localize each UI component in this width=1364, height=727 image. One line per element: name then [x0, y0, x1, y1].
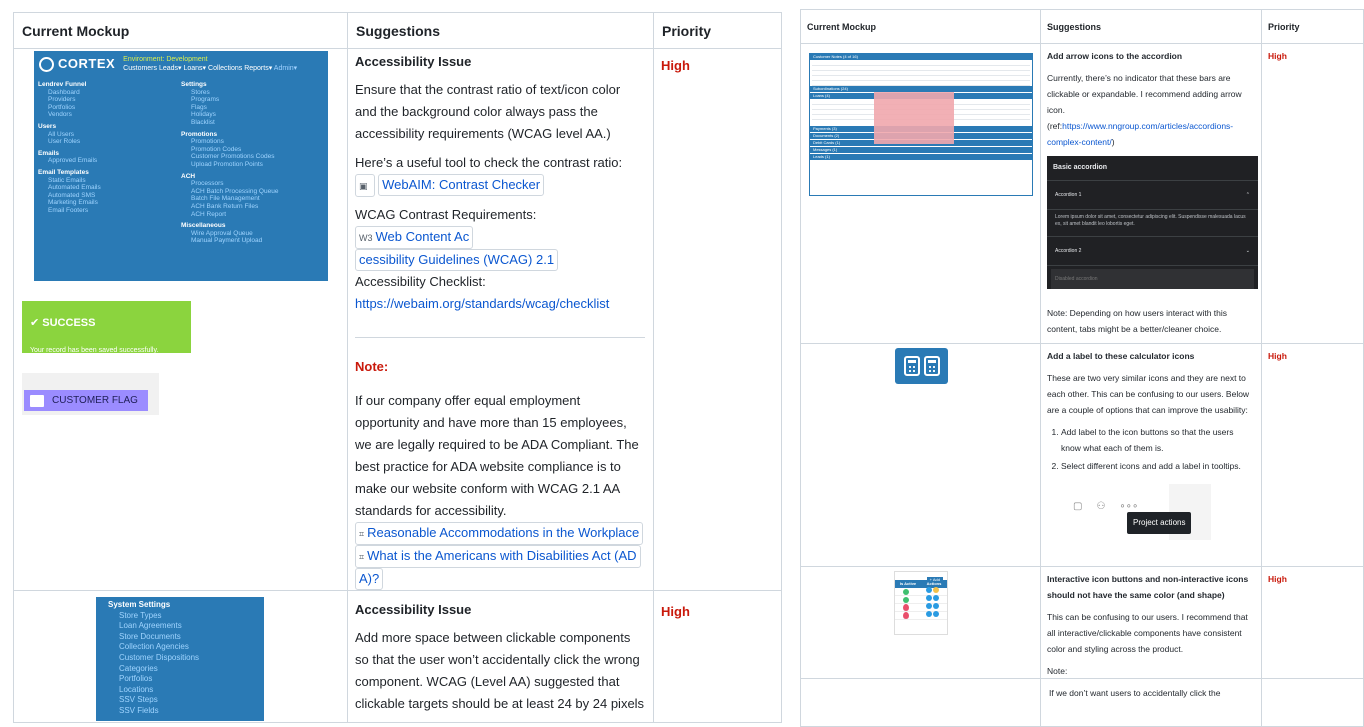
suggestion-text: If we don’t want users to accidentally click the: [1049, 688, 1221, 698]
accordion-bar: Loans (4): [810, 93, 1032, 99]
menu-item: SSV Fields: [119, 705, 159, 715]
menu-item: Automated SMS: [48, 191, 96, 199]
suggestion-cell: Add arrow icons to the accordion Currently, there’s no indicator that these bars are clickable or expandable. I recommend adding arrow icon. (ref:https://www.nngroup.com/articles/accordions-complex-content/) Basic accordion Accordion 1 ⌃ Lorem ipsum dolor sit amet, consectetur adipiscing elit. Suspendisse malesuada lacus ex, sit amet blandit leo lobortis eget. Accordion 2 ⌄ Disabled accordion Note: Depending on how users interact with this content, tabs might be a better/cleaner choice.: [1041, 44, 1262, 344]
suggestion-text: This can be confusing to our users. I recommend that all interactive/clickable components have consistent color and styling across the product.: [1047, 612, 1248, 654]
menu-item: Marketing Emails: [48, 199, 98, 207]
menu-item: Automated Emails: [48, 184, 101, 192]
menu-item: Promotions: [191, 138, 224, 146]
menu-item: Programs: [191, 96, 220, 104]
menu-item: Wire Approval Queue: [191, 229, 253, 237]
menu-item: Customer Dispositions: [119, 652, 200, 662]
suggestion-cell: [1041, 567, 1262, 727]
list-item: 2. Select different icons and add a label in tooltips.: [1061, 458, 1255, 474]
menu-group-heading: Miscellaneous: [181, 222, 226, 230]
wcag-guidelines-link[interactable]: W3 Web Content Ac: [355, 226, 473, 249]
check-icon: [903, 589, 909, 595]
issue-title: Accessibility Issue: [355, 54, 472, 69]
environment-label: Environment: Development: [123, 56, 208, 63]
accordion-bar: Leads (1): [810, 154, 1032, 160]
accordion-item-label: Accordion 2: [1055, 248, 1082, 254]
doc-icon: ⌗: [359, 552, 365, 562]
x-icon: [903, 612, 909, 620]
divider: [355, 337, 645, 338]
reasonable-accommodations-link[interactable]: ⌗ Reasonable Accommodations in the Workplace: [355, 522, 643, 545]
check-icon: [903, 597, 909, 603]
add-button: + Add: [927, 577, 943, 582]
column-is-active: Is Active: [899, 581, 917, 586]
icon-actions-example: [1047, 484, 1255, 530]
edit-icon: [926, 611, 932, 617]
menu-item: Holidays: [191, 111, 216, 119]
link-icon: ▣: [359, 181, 368, 191]
chevron-down-icon: ⌄: [1245, 248, 1250, 254]
menu-item: Approved Emails: [48, 157, 98, 165]
cortex-menu-mockup: [34, 51, 328, 281]
comment-icon: ▢: [1073, 501, 1083, 512]
accordion-bar: Subordinations (24): [810, 86, 1032, 92]
issue-title: Add arrow icons to the accordion: [1047, 51, 1183, 61]
right-review-table: [800, 9, 1364, 727]
accordion-bar: Documents (2): [810, 133, 1032, 139]
table-row: [14, 591, 782, 723]
w3c-icon: W3: [359, 233, 373, 243]
x-icon: [903, 604, 909, 612]
priority-value: High: [654, 49, 782, 591]
suggestion-cell: [1041, 344, 1262, 567]
menu-item: Upload Promotion Points: [191, 160, 263, 168]
basic-accordion-example: [1047, 156, 1258, 289]
menu-group-heading: Emails: [38, 149, 59, 157]
issue-title: Add a label to these calculator icons: [1047, 351, 1195, 361]
menu-item: Email Footers: [48, 206, 89, 214]
priority-value: High: [1262, 44, 1364, 344]
success-banner-mockup: [22, 301, 191, 353]
suggestion-cell: [348, 49, 654, 591]
wcag-guidelines-link-cont[interactable]: cessibility Guidelines (WCAG) 2.1: [355, 249, 558, 271]
header-priority: Priority: [654, 13, 782, 49]
suggestion-text: WCAG Contrast Requirements:: [355, 207, 537, 222]
success-text: Your record has been saved successfully.: [30, 347, 159, 354]
suggestion-text: These are two very similar icons and they are next to each other. This can be confusing to our users. Below are a couple of options that can improve the usability:: [1047, 373, 1250, 415]
note-label: Note:: [1047, 666, 1068, 676]
menu-item: Flags: [191, 103, 207, 111]
header-row: [801, 10, 1364, 44]
doc-icon: ⌗: [359, 529, 365, 539]
note-text: If our company offer equal employment opportunity and have more than 15 employees, we are legally required to be ADA Compliant. The best practice for ADA website compliance is to make our website conform with WCAG 2.1 AA standards for accessibility.: [355, 393, 639, 518]
table-row: [801, 567, 1364, 727]
suggestion-text: Currently, there’s no indicator that these bars are clickable or expandable. I recommend adding arrow icon.: [1047, 73, 1242, 115]
accordion-bar: Payments (3): [810, 126, 1032, 132]
menu-item: Stores: [191, 88, 210, 96]
table-row: [801, 344, 1364, 567]
mockup-cell: [14, 591, 348, 723]
menu-item: Customer Promotions Codes: [191, 153, 275, 161]
system-settings-title: System Settings: [108, 600, 171, 609]
header-suggestions: Suggestions: [1041, 10, 1262, 44]
priority-value: High: [1262, 344, 1364, 567]
suggestion-cell: [348, 591, 654, 723]
accordion-mockup: [809, 53, 1033, 196]
menu-item: Store Types: [119, 610, 162, 620]
list-item: 1. Add label to the icon buttons so that the users know what each of them is.: [1061, 424, 1255, 456]
suggestion-text: Add more space between clickable components so that the user won’t accidentally click the wrong component. WCAG (Level AA) suggested that clickable targets should be at least 24 by 24 pixels: [355, 630, 645, 711]
menu-item: Dashboard: [48, 88, 80, 96]
calculator-icon: [924, 356, 940, 376]
menu-item: User Roles: [48, 138, 81, 146]
issue-title: Interactive icon buttons and non-interactive icons should not have the same color (and shape): [1047, 574, 1249, 600]
view-icon: [933, 611, 939, 617]
menu-item: Store Documents: [119, 631, 181, 641]
calculator-icons-mockup: [895, 348, 948, 384]
menu-item: Batch File Management: [191, 195, 260, 203]
header-suggestions: Suggestions: [348, 13, 654, 49]
accordion-item-label: Accordion 1: [1055, 192, 1082, 198]
left-review-table: [13, 12, 782, 723]
menu-item: Static Emails: [48, 176, 86, 184]
menu-item: Categories: [119, 663, 158, 673]
gear-icon: [39, 57, 54, 72]
cortex-logo: CORTEX: [39, 53, 115, 75]
webaim-contrast-checker-link[interactable]: WebAIM: Contrast Checker: [378, 174, 544, 196]
table-row: [801, 44, 1364, 344]
accordion-bar: Debit Cards (1): [810, 140, 1032, 146]
menu-item: Locations: [119, 684, 154, 694]
menu-item: SSV Steps: [119, 695, 158, 705]
admin-menu: Admin▾: [273, 65, 298, 72]
header-current-mockup: Current Mockup: [14, 13, 348, 49]
accordion-body: Lorem ipsum dolor sit amet, consectetur adipiscing elit. Suspendisse malesuada lacus ex, sit amet blandit leo lobortis eget.: [1047, 210, 1258, 237]
table-row: [14, 49, 782, 591]
calculator-icon: [904, 356, 920, 376]
menu-item: All Users: [48, 130, 75, 138]
chevron-up-icon: ⌃: [1245, 192, 1250, 198]
menu-group-heading: Lendrev Funnel: [38, 81, 87, 88]
suggestion-list: [1047, 424, 1255, 474]
menu-item: ACH Batch Processing Queue: [191, 187, 279, 195]
menu-item: ACH Report: [191, 210, 227, 218]
ada-link[interactable]: ⌗ What is the Americans with Disabilities Act (AD: [355, 545, 641, 568]
suggestion-note: Note: Depending on how users interact with this content, tabs might be a better/cleaner choice.: [1047, 308, 1228, 334]
menu-item: Loan Agreements: [119, 621, 182, 631]
success-title: ✔ SUCCESS: [30, 317, 96, 329]
priority-value: High: [1262, 567, 1364, 727]
mockup-cell: [801, 567, 1041, 727]
column-actions: Actions: [926, 581, 942, 586]
priority-value: High: [654, 591, 782, 723]
menu-item: Processors: [191, 180, 224, 188]
highlight-overlay: [874, 92, 954, 144]
accordion-bar: Customer Notes (4 of 16): [810, 54, 1032, 60]
mockup-cell: [801, 44, 1041, 344]
header-priority: Priority: [1262, 10, 1364, 44]
customer-flag-button: CUSTOMER FLAG: [24, 390, 148, 411]
menu-group-heading: Settings: [181, 81, 207, 88]
accordion-bar: Messages (1): [810, 147, 1032, 153]
customer-flag-mockup: [22, 373, 159, 415]
menu-item: Blacklist: [191, 118, 215, 126]
mockup-cell: [14, 49, 348, 591]
cortex-column-2: [181, 81, 324, 249]
issue-title: Accessibility Issue: [355, 602, 472, 617]
menu-group-heading: Promotions: [181, 130, 218, 138]
add-user-icon: ⚇: [1096, 501, 1106, 512]
nngroup-accordion-link[interactable]: https://www.nngroup.com/articles/accordions-complex-content/: [1047, 121, 1234, 147]
basic-accordion-title: Basic accordion: [1047, 156, 1258, 181]
menu-group-heading: Users: [38, 122, 57, 130]
suggestion-text: Accessibility Checklist:: [355, 274, 486, 289]
menu-item: Promotion Codes: [191, 145, 242, 153]
note-label: Note:: [355, 359, 389, 374]
menu-item: Providers: [48, 96, 76, 104]
more-actions-icon: ∘∘∘: [1119, 501, 1139, 512]
top-nav: Customers Leads▾ Loans▾ Collections Reports▾: [123, 65, 273, 72]
flag-icon: [30, 395, 44, 407]
status-actions-mockup: [894, 571, 948, 635]
cortex-column-1: [38, 81, 181, 249]
menu-item: Manual Payment Upload: [191, 237, 263, 245]
mockup-cell: [801, 344, 1041, 567]
menu-item: Portfolios: [48, 103, 76, 111]
menu-group-heading: Email Templates: [38, 168, 89, 176]
ada-link-cont[interactable]: A)?: [355, 568, 383, 590]
menu-item: Vendors: [48, 111, 72, 119]
menu-group-heading: ACH: [181, 172, 196, 180]
header-row: [14, 13, 782, 49]
webaim-checklist-link[interactable]: https://webaim.org/standards/wcag/checklist: [355, 296, 610, 311]
suggestion-text: Ensure that the contrast ratio of text/icon color and the background color always pass the accessibility requirements (WCAG level AA.): [355, 82, 621, 141]
menu-item: ACH Bank Return Files: [191, 202, 259, 210]
header-current-mockup: Current Mockup: [801, 10, 1041, 44]
suggestion-text: Here’s a useful tool to check the contrast ratio:: [355, 155, 623, 170]
right-document-panel: [800, 0, 1363, 698]
disabled-accordion: Disabled accordion: [1051, 269, 1254, 289]
menu-item: Collection Agencies: [119, 642, 189, 652]
project-actions-tooltip: Project actions: [1127, 512, 1191, 534]
menu-item: Portfolios: [119, 674, 153, 684]
system-settings-mockup: [96, 597, 264, 721]
smart-link-chip[interactable]: [355, 174, 375, 197]
